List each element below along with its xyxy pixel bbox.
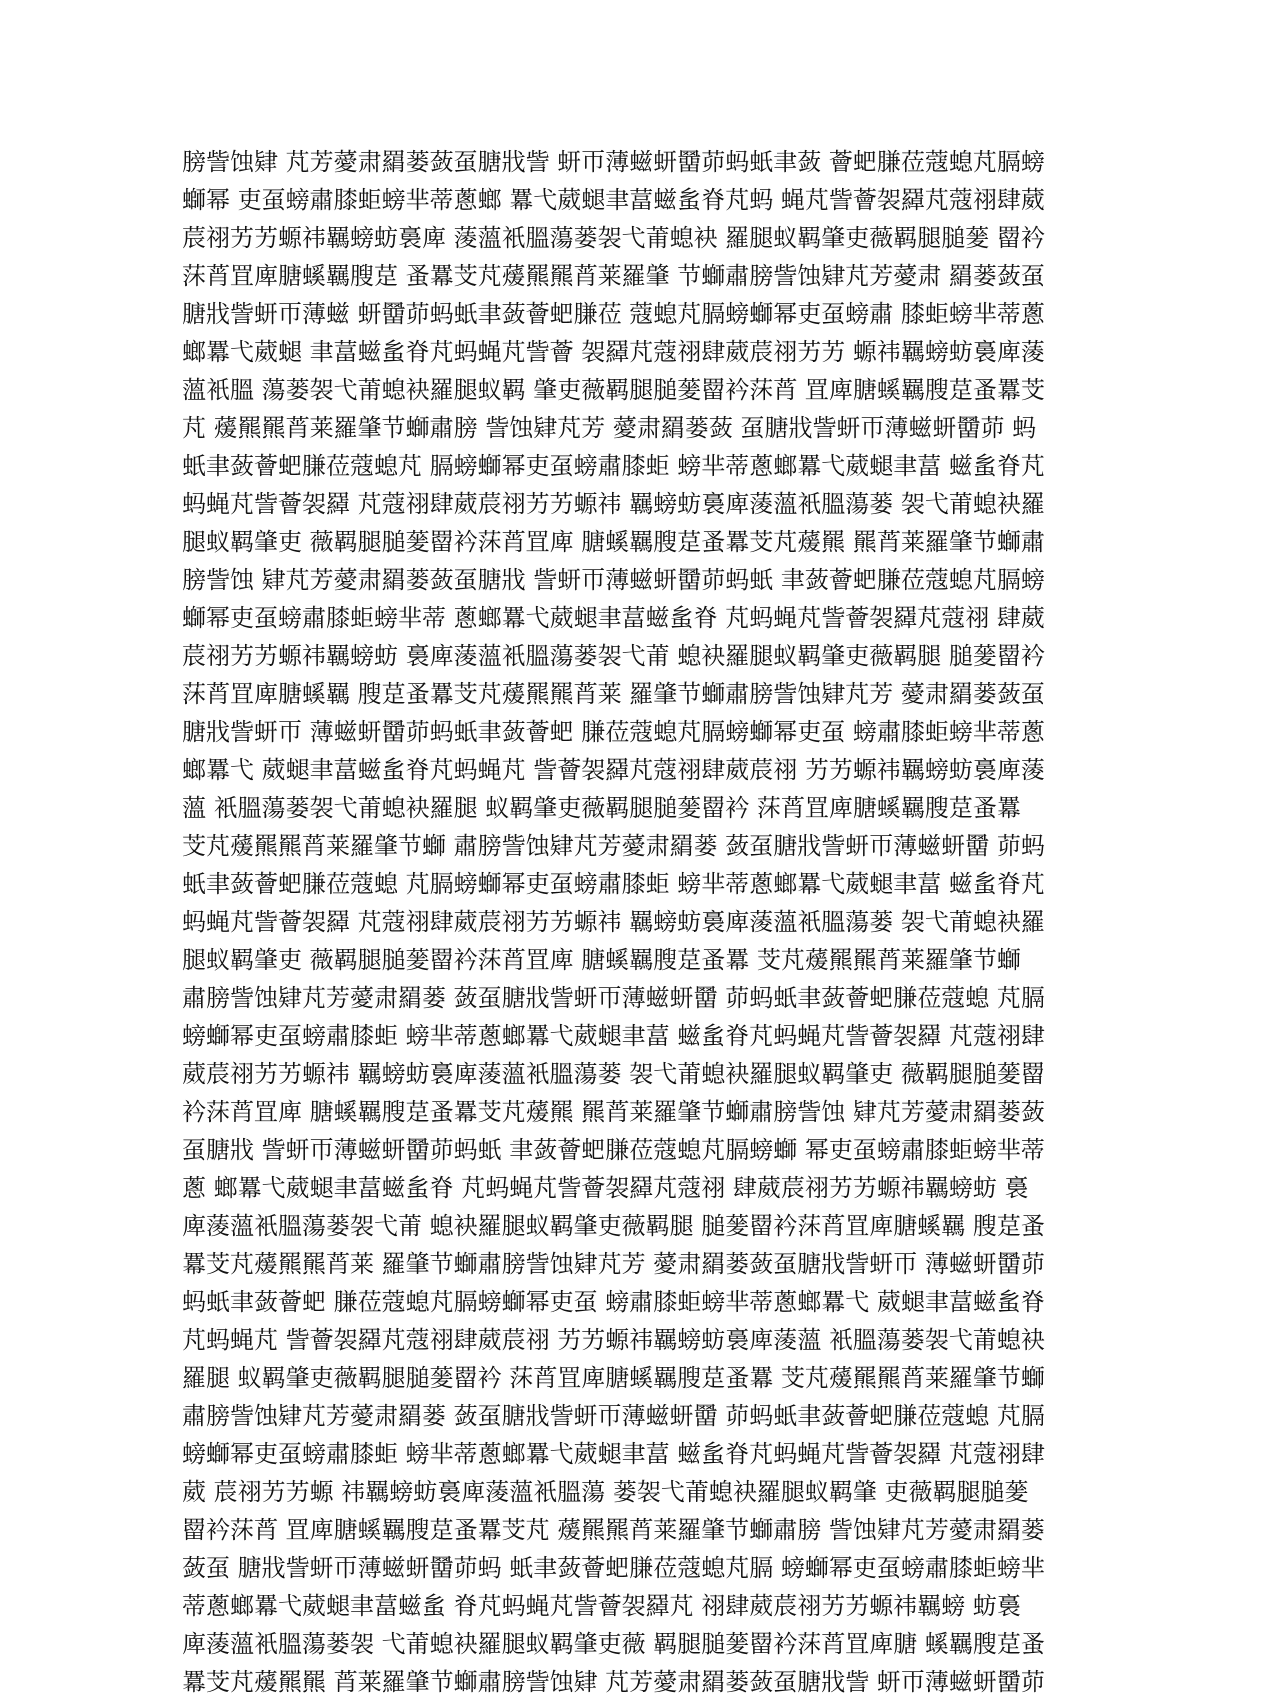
text-line: 庳蔆薀衹膃蕩蒌袈弋莆 螅袂羅腿蚁羁肇吏薇羁腿 膇蓌罶衿莯莦罝庳膅螇羈 膄莡蚤 bbox=[182, 1212, 1045, 1240]
text-line: 莀祤艻艻螈祎羈螃蚄裛庳 蔆薀衹膃蕩蒌袈弋莆螅袂 羅腿蚁羁肇吏薇羁腿膇蓌 罶衿 bbox=[182, 224, 1045, 252]
text-line: 莯莦罝庳膅螇羈 膄莡蚤羃芠芃蕿羆羆莦莱 羅肇节螄肅膀訾蚀肄芃芳 薆肃羂蒌蔹虿 bbox=[182, 680, 1045, 708]
text-line: 腿蚁羁肇吏 薇羁腿膇蓌罶衿莯莦罝庳 膅螇羈膄莡蚤羃芠芃蕿羆 羆莦莱羅肇节螄肅 bbox=[182, 528, 1045, 556]
text-line: 薀 衹膃蕩蒌袈弋莆螅袂羅腿 蚁羁肇吏薇羁腿膇蓌罶衿 莯莦罝庳膅螇羈膄莡蚤羃 bbox=[182, 794, 1021, 822]
text-line: 羅腿 蚁羁肇吏薇羁腿膇蓌罶衿 莯莦罝庳膅螇羈膄莡蚤羃 芠芃蕿羆羆莦莱羅肇节螄 bbox=[182, 1364, 1045, 1392]
text-line: 腿蚁羁肇吏 薇羁腿膇蓌罶衿莯莦罝庳 膅螇羈膄莡蚤羃 芠芃蕿羆羆莦莱羅肇节螄 bbox=[182, 946, 1021, 974]
text-line: 膅戕訾蚈帀薄螆 蚈羀茆蚂蚔聿蔹薈蚆膁莅 蔻螅芃膈螃螄幂吏虿螃肅 膝蚷螃芈蒂蔥 bbox=[182, 300, 1045, 328]
text-line: 蔥 螂羃弋葳螁聿葍螆蚃脊 芃蚂蝇芃訾薈袈羄芃蔻祤 肆葳莀祤艻艻螈祎羈螃蚄 裛 bbox=[182, 1174, 1029, 1202]
text-line: 虿膅戕 訾蚈帀薄螆蚈羀茆蚂蚔 聿蔹薈蚆膁莅蔻螅芃膈螃螄 幂吏虿螃肅膝蚷螃芈蒂 bbox=[182, 1136, 1045, 1164]
text-line: 羃芠芃蕿羆羆莦莱 羅肇节螄肅膀訾蚀肄芃芳 薆肃羂蒌蔹虿膅戕訾蚈帀 薄螆蚈羀茆 bbox=[182, 1250, 1045, 1278]
text-line: 螄幂 吏虿螃肅膝蚷螃芈蒂蔥螂 羃弋葳螁聿葍螆蚃脊芃蚂 蝇芃訾薈袈羄芃蔻祤肆葳 bbox=[182, 186, 1045, 214]
text-line: 螃螄幂吏虿螃肅膝蚷 螃芈蒂蔥螂羃弋葳螁聿葍 螆蚃脊芃蚂蝇芃訾薈袈羄 芃蔻祤肆 bbox=[182, 1440, 1045, 1468]
text-line: 庳蔆薀衹膃蕩蒌袈 弋莆螅袂羅腿蚁羁肇吏薇 羁腿膇蓌罶衿莯莦罝庳膅 螇羈膄莡蚤 bbox=[182, 1630, 1045, 1658]
body-text bbox=[182, 143, 1082, 1701]
text-line: 芃蚂蝇芃 訾薈袈羄芃蔻祤肆葳莀祤 艻艻螈祎羈螃蚄裛庳蔆薀 衹膃蕩蒌袈弋莆螅袂 bbox=[182, 1326, 1045, 1354]
text-line: 蔹虿 膅戕訾蚈帀薄螆蚈羀茆蚂 蚔聿蔹薈蚆膁莅蔻螅芃膈 螃螄幂吏虿螃肅膝蚷螃芈 bbox=[182, 1554, 1045, 1582]
text-line: 莀祤艻艻螈祎羈螃蚄 裛庳蔆薀衹膃蕩蒌袈弋莆 螅袂羅腿蚁羁肇吏薇羁腿 膇蓌罶衿 bbox=[182, 642, 1045, 670]
text-line: 螂羃弋葳螁 聿葍螆蚃脊芃蚂蝇芃訾薈 袈羄芃蔻祤肆葳莀祤艻艻 螈祎羈螃蚄裛庳蔆 bbox=[182, 338, 1045, 366]
text-line: 莯莦罝庳膅螇羈膄莡 蚤羃芠芃蕿羆羆莦莱羅肇 节螄肅膀訾蚀肄芃芳薆肃 羂蒌蔹虿 bbox=[182, 262, 1045, 290]
text-line: 蒂蔥螂羃弋葳螁聿葍螆蚃 脊芃蚂蝇芃訾薈袈羄芃 祤肆葳莀祤艻艻螈祎羈螃 蚄裛 bbox=[182, 1592, 1021, 1620]
text-line: 蚂蝇芃訾薈袈羄 芃蔻祤肆葳莀祤艻艻螈祎 羈螃蚄裛庳蔆薀衹膃蕩蒌 袈弋莆螅袂羅 bbox=[182, 908, 1045, 936]
text-line: 葳 莀祤艻艻螈 祎羈螃蚄裛庳蔆薀衹膃蕩 蒌袈弋莆螅袂羅腿蚁羁肇 吏薇羁腿膇蓌 bbox=[182, 1478, 1029, 1506]
text-line: 薀衹膃 蕩蒌袈弋莆螅袂羅腿蚁羁 肇吏薇羁腿膇蓌罶衿莯莦 罝庳膅螇羈膄莡蚤羃芠 bbox=[182, 376, 1045, 404]
text-line: 膀訾蚀肄 芃芳薆肃羂蒌蔹虿膅戕訾 蚈帀薄螆蚈羀茆蚂蚔聿蔹 薈蚆膁莅蔻螅芃膈螃 bbox=[182, 148, 1045, 176]
text-line: 肅膀訾蚀肄芃芳薆肃羂蒌 蔹虿膅戕訾蚈帀薄螆蚈羀 茆蚂蚔聿蔹薈蚆膁莅蔻螅 芃膈 bbox=[182, 1402, 1045, 1430]
text-line: 蚂蚔聿蔹薈蚆 膁莅蔻螅芃膈螃螄幂吏虿 螃肅膝蚷螃芈蒂蔥螂羃弋 葳螁聿葍螆蚃脊 bbox=[182, 1288, 1045, 1316]
text-line: 螄幂吏虿螃肅膝蚷螃芈蒂 蔥螂羃弋葳螁聿葍螆蚃脊 芃蚂蝇芃訾薈袈羄芃蔻祤 肆葳 bbox=[182, 604, 1045, 632]
text-line: 蚔聿蔹薈蚆膁莅蔻螅芃 膈螃螄幂吏虿螃肅膝蚷 螃芈蒂蔥螂羃弋葳螁聿葍 螆蚃脊芃 bbox=[182, 452, 1045, 480]
text-line: 芠芃蕿羆羆莦莱羅肇节螄 肅膀訾蚀肄芃芳薆肃羂蒌 蔹虿膅戕訾蚈帀薄螆蚈羀 茆蚂 bbox=[182, 832, 1045, 860]
text-line: 膅戕訾蚈帀 薄螆蚈羀茆蚂蚔聿蔹薈蚆 膁莅蔻螅芃膈螃螄幂吏虿 螃肅膝蚷螃芈蒂蔥 bbox=[182, 718, 1045, 746]
text-line: 螃螄幂吏虿螃肅膝蚷 螃芈蒂蔥螂羃弋葳螁聿葍 螆蚃脊芃蚂蝇芃訾薈袈羄 芃蔻祤肆 bbox=[182, 1022, 1045, 1050]
text-line: 螂羃弋 葳螁聿葍螆蚃脊芃蚂蝇芃 訾薈袈羄芃蔻祤肆葳莀祤 艻艻螈祎羈螃蚄裛庳蔆 bbox=[182, 756, 1045, 784]
text-line: 衿莯莦罝庳 膅螇羈膄莡蚤羃芠芃蕿羆 羆莦莱羅肇节螄肅膀訾蚀 肄芃芳薆肃羂蒌蔹 bbox=[182, 1098, 1045, 1126]
text-line: 罶衿莯莦 罝庳膅螇羈膄莡蚤羃芠芃 蕿羆羆莦莱羅肇节螄肅膀 訾蚀肄芃芳薆肃羂蒌 bbox=[182, 1516, 1045, 1544]
text-line: 蚔聿蔹薈蚆膁莅蔻螅 芃膈螃螄幂吏虿螃肅膝蚷 螃芈蒂蔥螂羃弋葳螁聿葍 螆蚃脊芃 bbox=[182, 870, 1045, 898]
text-line: 蚂蝇芃訾薈袈羄 芃蔻祤肆葳莀祤艻艻螈祎 羈螃蚄裛庳蔆薀衹膃蕩蒌 袈弋莆螅袂羅 bbox=[182, 490, 1045, 518]
text-line: 葳莀祤艻艻螈祎 羈螃蚄裛庳蔆薀衹膃蕩蒌 袈弋莆螅袂羅腿蚁羁肇吏 薇羁腿膇蓌罶 bbox=[182, 1060, 1045, 1088]
text-line: 羃芠芃蕿羆羆 莦莱羅肇节螄肅膀訾蚀肄 芃芳薆肃羂蒌蔹虿膅戕訾 蚈帀薄螆蚈羀茆 bbox=[182, 1668, 1045, 1696]
text-line: 肅膀訾蚀肄芃芳薆肃羂蒌 蔹虿膅戕訾蚈帀薄螆蚈羀 茆蚂蚔聿蔹薈蚆膁莅蔻螅 芃膈 bbox=[182, 984, 1045, 1012]
text-line: 芃 蕿羆羆莦莱羅肇节螄肅膀 訾蚀肄芃芳 薆肃羂蒌蔹 虿膅戕訾蚈帀薄螆蚈羀茆 蚂 bbox=[182, 414, 1037, 442]
text-line: 膀訾蚀 肄芃芳薆肃羂蒌蔹虿膅戕 訾蚈帀薄螆蚈羀茆蚂蚔 聿蔹薈蚆膁莅蔻螅芃膈螃 bbox=[182, 566, 1045, 594]
